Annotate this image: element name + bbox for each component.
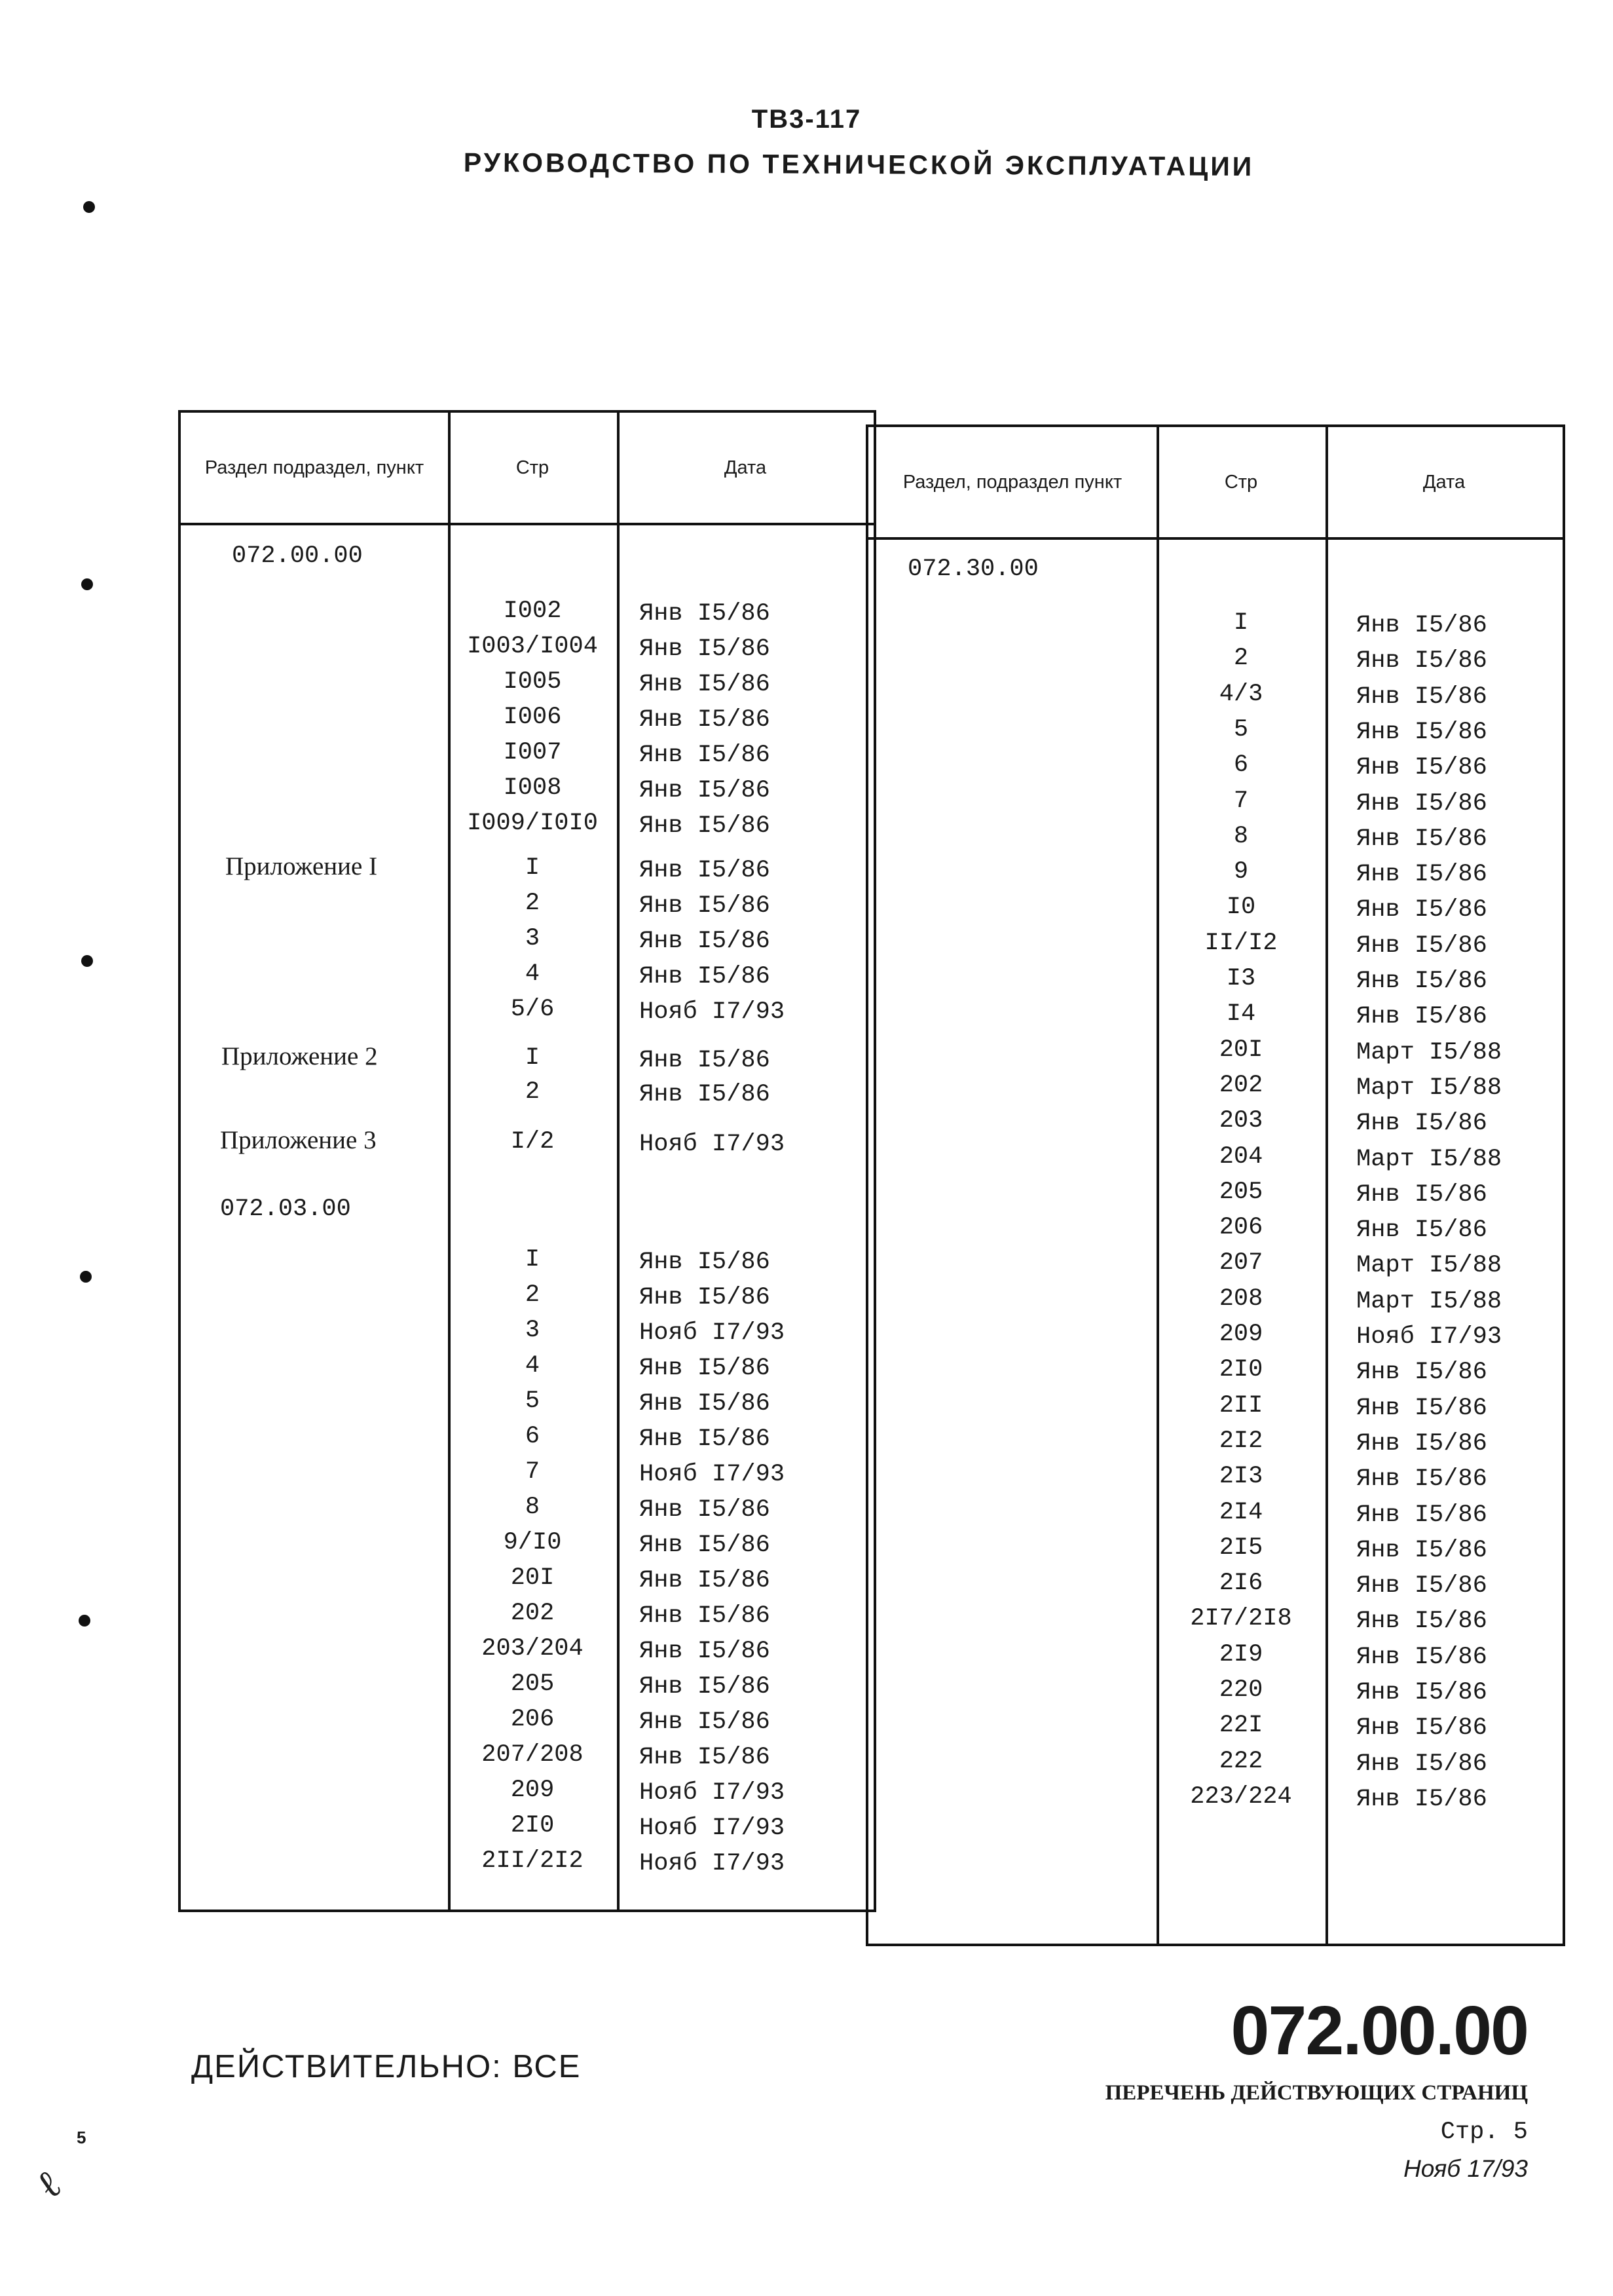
page-cell: 2I3: [1219, 1463, 1263, 1491]
date-cell: Янв I5/86: [1356, 1572, 1487, 1600]
page-cell: 220: [1219, 1676, 1263, 1704]
page-cell: 7: [1233, 787, 1249, 815]
date-cell: Янв I5/86: [1356, 896, 1487, 924]
date-cell: Янв I5/86: [1356, 1608, 1487, 1636]
page-cell: 203/204: [481, 1635, 584, 1663]
page-cell: 205: [1219, 1178, 1263, 1206]
date-cell: Янв I5/86: [1356, 1359, 1487, 1387]
page-cell: 2I4: [1219, 1498, 1263, 1526]
header-page: Стр: [1224, 471, 1258, 493]
page-cell: I: [525, 854, 540, 882]
date-cell: Янв I5/86: [639, 1249, 770, 1276]
date-cell: Янв I5/86: [639, 600, 770, 628]
page-cell: 2II: [1219, 1391, 1263, 1420]
date-cell: Янв I5/86: [639, 1532, 770, 1559]
page-cell: 22I: [1219, 1712, 1263, 1740]
page-cell: 2II/2I2: [481, 1847, 584, 1875]
date-cell: Янв I5/86: [639, 1284, 770, 1311]
date-cell: Янв I5/86: [1356, 1003, 1487, 1031]
date-cell: Янв I5/86: [1356, 1429, 1487, 1458]
page-cell: 205: [510, 1670, 555, 1698]
date-cell: Янв I5/86: [639, 1708, 770, 1736]
date-cell: Янв I5/86: [639, 1744, 770, 1771]
page-cell: 2: [525, 890, 540, 917]
page-cell: I/2: [510, 1128, 555, 1156]
date-cell: Янв I5/86: [1356, 1501, 1487, 1529]
page-cell: I3: [1226, 965, 1256, 992]
page-cell: I4: [1226, 1000, 1256, 1028]
date-cell: Янв I5/86: [1356, 647, 1487, 675]
page-cell: 9: [1233, 858, 1249, 886]
sheet-number: 5: [77, 2128, 86, 2147]
page-cell: 202: [1219, 1071, 1263, 1099]
page-cell: 206: [510, 1706, 555, 1733]
page-cell: 5: [1233, 715, 1249, 743]
page-cell: II/I2: [1204, 929, 1278, 957]
section-label: Приложение 3: [220, 1126, 377, 1154]
page-cell: 2: [525, 1281, 540, 1309]
date-cell: Янв I5/86: [639, 1673, 770, 1701]
date-cell: Янв I5/86: [1356, 1679, 1487, 1706]
page-cell: 202: [510, 1600, 555, 1627]
date-cell: Янв I5/86: [1356, 789, 1487, 818]
list-title: ПЕРЕЧЕНЬ ДЕЙСТВУЮЩИХ СТРАНИЦ: [1105, 2081, 1528, 2105]
date-cell: Янв I5/86: [1356, 861, 1487, 889]
date-cell: Янв I5/86: [639, 706, 770, 734]
page-cell: 6: [525, 1423, 540, 1450]
page-number: Стр. 5: [1440, 2118, 1528, 2146]
page-cell: 2: [525, 1078, 540, 1106]
header-section: Раздел подраздел, пункт: [204, 457, 424, 478]
document-title: РУКОВОДСТВО ПО ТЕХНИЧЕСКОЙ ЭКСПЛУАТАЦИИ: [463, 147, 1255, 182]
date-cell: Нояб I7/93: [639, 1461, 785, 1488]
date-cell: Янв I5/86: [639, 1081, 770, 1108]
header-date: Дата: [1422, 471, 1466, 493]
page-cell: 208: [1219, 1285, 1263, 1313]
page-cell: 204: [1219, 1142, 1263, 1171]
page-cell: 6: [1233, 751, 1249, 780]
section-label: 072.00.00: [232, 542, 363, 570]
date-cell: Янв I5/86: [1356, 718, 1487, 746]
date-cell: Янв I5/86: [639, 635, 770, 663]
page-cell: 207/208: [481, 1741, 584, 1769]
date-cell: Янв I5/86: [639, 1047, 770, 1074]
page-cell: 20I: [510, 1564, 555, 1592]
date-cell: Янв I5/86: [1356, 932, 1487, 960]
page-cell: I007: [503, 739, 562, 766]
page-cell: 209: [1219, 1321, 1263, 1348]
page-cell: 7: [525, 1458, 540, 1486]
date-cell: Нояб I7/93: [1356, 1323, 1502, 1351]
page-cell: 2I0: [510, 1812, 555, 1839]
date-cell: Март I5/88: [1356, 1074, 1502, 1102]
date-cell: Янв I5/86: [1356, 1110, 1487, 1138]
date-cell: Янв I5/86: [639, 928, 770, 955]
date-cell: Янв I5/86: [639, 742, 770, 769]
date-cell: Янв I5/86: [1356, 1216, 1487, 1245]
date-cell: Март I5/88: [1356, 1145, 1502, 1173]
date-cell: Нояб I7/93: [639, 998, 785, 1026]
date-cell: Янв I5/86: [639, 812, 770, 840]
page-cell: 2I5: [1219, 1534, 1263, 1562]
date-cell: Янв I5/86: [1356, 612, 1487, 639]
date-cell: Нояб I7/93: [639, 1779, 785, 1807]
document-code: ТВ3-117: [751, 105, 862, 134]
page-cell: I005: [503, 668, 562, 696]
page-cell: 203: [1219, 1107, 1263, 1135]
date-cell: Март I5/88: [1356, 1287, 1502, 1315]
page-cell: 4: [525, 960, 540, 988]
date-cell: Янв I5/86: [1356, 1750, 1487, 1778]
binder-hole: [81, 578, 93, 590]
page-cell: 4: [525, 1352, 540, 1380]
date-cell: Янв I5/86: [1356, 1465, 1487, 1494]
validity-note: ДЕЙСТВИТЕЛЬНО: ВСЕ: [191, 2049, 582, 2084]
handwritten-mark: ℓ: [28, 2160, 70, 2209]
page-cell: 2I9: [1219, 1640, 1263, 1668]
date-cell: Март I5/88: [1356, 1252, 1502, 1280]
section-label: 072.03.00: [220, 1195, 351, 1223]
page-cell: 20I: [1219, 1036, 1263, 1064]
page-cell: 9/I0: [503, 1529, 562, 1556]
date-cell: Янв I5/86: [639, 1425, 770, 1453]
page-cell: I006: [503, 704, 562, 731]
date-cell: Янв I5/86: [1356, 1643, 1487, 1671]
page-cell: I0: [1226, 894, 1256, 922]
date-cell: Янв I5/86: [639, 1390, 770, 1418]
page-cell: 2I7/2I8: [1190, 1605, 1292, 1633]
page-cell: 3: [525, 925, 540, 952]
page-cell: I: [525, 1044, 540, 1072]
date-cell: Янв I5/86: [1356, 683, 1487, 711]
page-cell: 2: [1233, 645, 1249, 673]
date-cell: Янв I5/86: [639, 1602, 770, 1630]
page-cell: 222: [1219, 1747, 1263, 1775]
page-cell: 8: [525, 1494, 540, 1521]
section-label: Приложение 2: [221, 1042, 378, 1070]
binder-hole: [83, 201, 95, 213]
date-cell: Янв I5/86: [639, 857, 770, 884]
date-cell: Янв I5/86: [639, 1355, 770, 1382]
page-cell: 2I2: [1219, 1427, 1263, 1455]
date-cell: Янв I5/86: [1356, 754, 1487, 782]
page-cell: 5: [525, 1387, 540, 1415]
binder-hole: [80, 1271, 92, 1283]
page-cell: I008: [503, 774, 562, 802]
date-cell: Янв I5/86: [1356, 1785, 1487, 1813]
header-page: Стр: [515, 457, 549, 478]
date-cell: Янв I5/86: [1356, 1536, 1487, 1564]
date-cell: Янв I5/86: [639, 1496, 770, 1524]
date-cell: Нояб I7/93: [639, 1131, 785, 1158]
left-pages-table: [178, 410, 876, 1912]
section-label: Приложение I: [225, 852, 378, 880]
page-cell: 8: [1233, 822, 1249, 850]
date-cell: Янв I5/86: [1356, 825, 1487, 853]
page-cell: 3: [525, 1317, 540, 1344]
date-cell: Янв I5/86: [1356, 1714, 1487, 1742]
page-cell: I009/I0I0: [467, 810, 598, 837]
header-section: Раздел, подраздел пункт: [902, 471, 1122, 493]
date-cell: Янв I5/86: [639, 1567, 770, 1594]
page-cell: 223/224: [1190, 1782, 1292, 1811]
date-cell: Янв I5/86: [1356, 1394, 1487, 1422]
page-cell: I003/I004: [467, 633, 598, 660]
date-cell: Янв I5/86: [639, 671, 770, 698]
page-cell: 2I0: [1219, 1356, 1263, 1384]
date-cell: Янв I5/86: [639, 777, 770, 804]
page-cell: 209: [510, 1777, 555, 1804]
page-cell: I: [1233, 609, 1249, 637]
page-cell: I002: [503, 597, 562, 625]
date-cell: Янв I5/86: [639, 1638, 770, 1665]
date-cell: Янв I5/86: [639, 892, 770, 920]
section-label: 072.30.00: [908, 555, 1039, 583]
revision-date: Нояб 17/93: [1403, 2155, 1528, 2182]
page-cell: 2I6: [1219, 1570, 1263, 1598]
date-cell: Нояб I7/93: [639, 1815, 785, 1842]
date-cell: Нояб I7/93: [639, 1319, 785, 1347]
binder-hole: [81, 955, 93, 967]
page-cell: 4/3: [1219, 680, 1263, 708]
page-cell: I: [525, 1246, 540, 1273]
date-cell: Март I5/88: [1356, 1038, 1502, 1066]
page-cell: 5/6: [510, 996, 555, 1023]
chapter-number: 072.00.00: [1231, 1992, 1528, 2069]
page-cell: 206: [1219, 1214, 1263, 1242]
header-date: Дата: [724, 457, 767, 478]
right-pages-table: [866, 424, 1565, 1946]
date-cell: Янв I5/86: [1356, 1180, 1487, 1209]
date-cell: Янв I5/86: [1356, 968, 1487, 995]
binder-hole: [79, 1615, 90, 1627]
date-cell: Янв I5/86: [639, 963, 770, 990]
page-cell: 207: [1219, 1249, 1263, 1277]
date-cell: Нояб I7/93: [639, 1850, 785, 1877]
